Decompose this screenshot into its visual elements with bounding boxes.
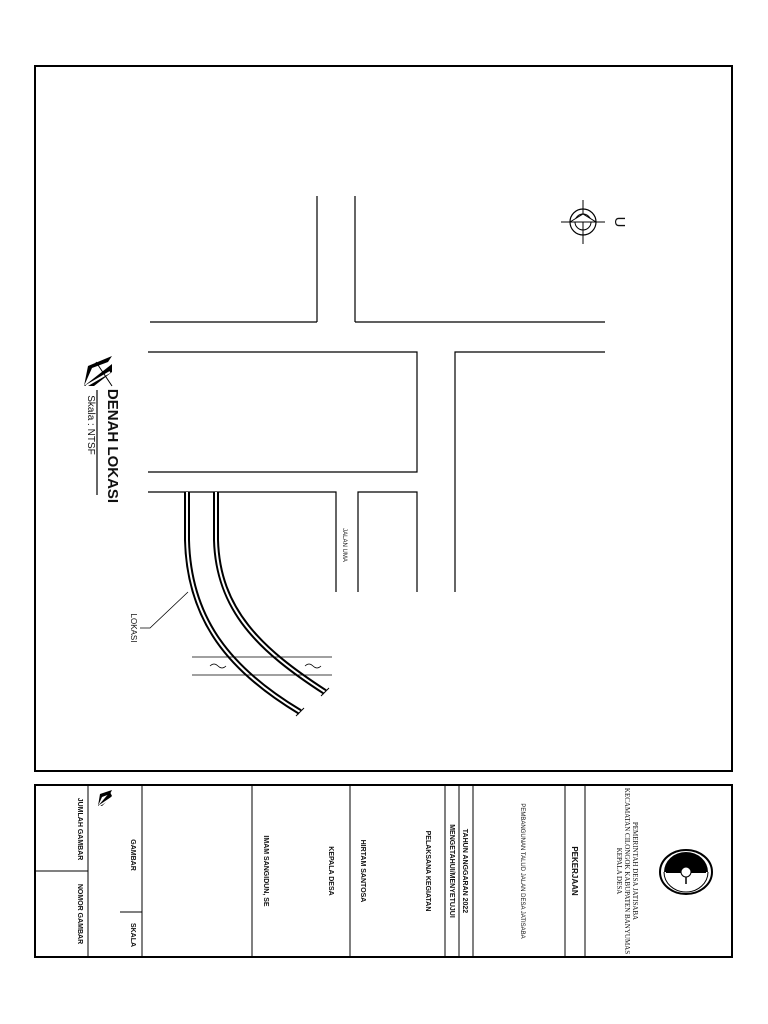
river-symbol bbox=[192, 657, 332, 675]
pelaksana-name: HIRTAM SANTOSA bbox=[359, 839, 366, 903]
institution-line-3: KEPALA DESA bbox=[615, 847, 623, 895]
location-leader bbox=[140, 592, 188, 628]
jumlah-gambar-label: JUMLAH GAMBAR bbox=[76, 797, 83, 861]
map-scale: Skala : NTSF bbox=[85, 395, 96, 455]
pekerjaan-value: PEMBANGUNAN TALUD JALAN DESA JATISABA bbox=[519, 803, 525, 939]
kepala-desa-label: KEPALA DESA bbox=[327, 846, 334, 896]
map-title: DENAH LOKASI bbox=[104, 388, 121, 504]
village-emblem-icon bbox=[660, 850, 712, 894]
mengetahui-label: MENGETAHUI/MENYETUJUI bbox=[448, 824, 455, 918]
title-badge-icon bbox=[84, 356, 112, 386]
kepala-desa-name: IMAM SANGIDUN, SE bbox=[262, 835, 269, 907]
institution-line-1: PEMERINTAH DESA JATISABA bbox=[631, 821, 639, 921]
tahun-anggaran: TAHUN ANGGARAN 2022 bbox=[461, 828, 468, 914]
nomor-gambar-label: NOMOR GAMBAR bbox=[76, 883, 83, 945]
map-frame bbox=[35, 66, 732, 771]
north-label: U bbox=[611, 216, 628, 228]
gambar-label: GAMBAR bbox=[129, 839, 136, 871]
pekerjaan-label: PEKERJAAN bbox=[570, 846, 579, 896]
location-road bbox=[187, 492, 329, 716]
small-logo-icon bbox=[98, 790, 112, 806]
road-label: JALAN UMA bbox=[341, 528, 347, 562]
pelaksana-label: PELAKSANA KEGIATAN bbox=[424, 830, 431, 912]
institution-line-2: KECAMATAN CILONGOK KABUPATEN BANYUMAS bbox=[623, 787, 631, 955]
north-arrow-icon bbox=[561, 200, 605, 244]
location-label: LOKASI bbox=[129, 613, 138, 643]
skala-label: SKALA bbox=[129, 922, 136, 948]
